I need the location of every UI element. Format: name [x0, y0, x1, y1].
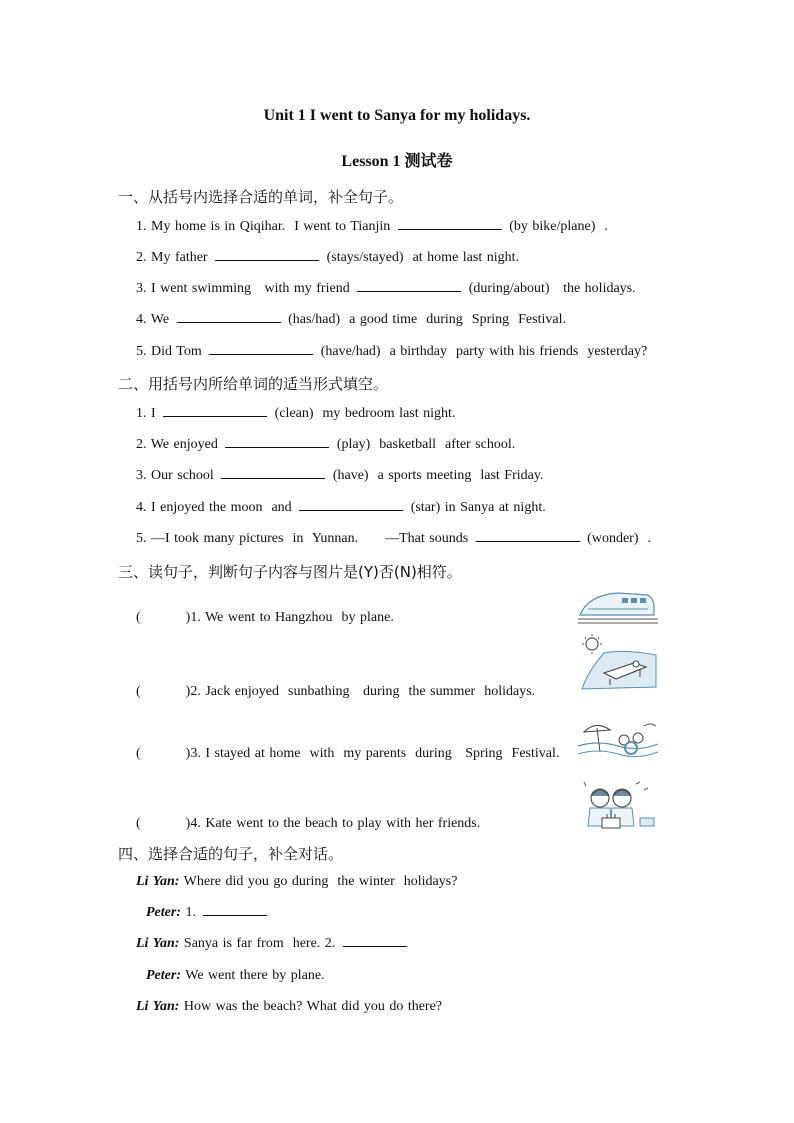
- sunbathing-icon: [580, 633, 658, 693]
- answer-blank[interactable]: [398, 228, 502, 230]
- section2-question-2: 2. We enjoyed (play) basketball after school.: [136, 437, 516, 452]
- unit-title: Unit 1 I went to Sanya for my holidays.: [263, 107, 531, 124]
- answer-paren[interactable]: ( ): [136, 610, 191, 625]
- answer-paren[interactable]: ( ): [136, 816, 191, 831]
- section2-question-5: 5. —I took many pictures in Yunnan. —That sounds (wonder) .: [136, 531, 651, 546]
- dialogue-line-5: Li Yan: How was the beach? What did you do there?: [136, 999, 443, 1014]
- section3-question-4: ( )4. Kate went to the beach to play with her friends.: [136, 816, 481, 831]
- section2-heading: 二、用括号内所给单词的适当形式填空。: [118, 375, 389, 393]
- lesson-title: Lesson 1 测试卷: [341, 153, 453, 170]
- answer-blank[interactable]: [209, 353, 313, 355]
- answer-blank[interactable]: [203, 914, 267, 916]
- answer-blank[interactable]: [225, 446, 329, 448]
- answer-blank[interactable]: [476, 540, 580, 542]
- section1-heading: 一、从括号内选择合适的单词，补全句子。: [118, 188, 404, 206]
- answer-blank[interactable]: [343, 945, 407, 947]
- section3-question-3: ( )3. I stayed at home with my parents during Spring Festival.: [136, 746, 560, 761]
- section1-question-1: 1. My home is in Qiqihar. I went to Tianjin (by bike/plane) .: [136, 219, 608, 234]
- section1-question-3: 3. I went swimming with my friend (during/about) the holidays.: [136, 281, 636, 296]
- section2-question-3: 3. Our school (have) a sports meeting last Friday.: [136, 468, 544, 483]
- answer-blank[interactable]: [357, 290, 461, 292]
- section2-question-1: 1. I (clean) my bedroom last night.: [136, 406, 456, 421]
- dialogue-line-3: Li Yan: Sanya is far from here. 2.: [136, 936, 410, 952]
- answer-blank[interactable]: [299, 509, 403, 511]
- dialogue-line-4: Peter: We went there by plane.: [146, 968, 325, 983]
- train-icon: [578, 585, 658, 625]
- section1-question-2: 2. My father (stays/stayed) at home last night.: [136, 250, 520, 265]
- section1-question-4: 4. We (has/had) a good time during Spring Festival.: [136, 312, 566, 327]
- section2-question-4: 4. I enjoyed the moon and (star) in Sanya at night.: [136, 500, 546, 515]
- answer-blank[interactable]: [215, 259, 319, 261]
- answer-blank[interactable]: [221, 477, 325, 479]
- section4-heading: 四、选择合适的句子，补全对话。: [118, 845, 344, 863]
- section3-heading: 三、读句子，判断句子内容与图片是(Y)否(N)相符。: [118, 563, 462, 581]
- beach-icon: [578, 718, 658, 762]
- answer-paren[interactable]: ( ): [136, 684, 191, 699]
- section3-question-2: ( )2. Jack enjoyed sunbathing during the summer holidays.: [136, 684, 536, 699]
- section1-question-5: 5. Did Tom (have/had) a birthday party with his friends yesterday?: [136, 344, 648, 359]
- dialogue-line-2: Peter: 1.: [146, 905, 270, 921]
- birthday-icon: [580, 778, 658, 832]
- answer-blank[interactable]: [163, 415, 267, 417]
- section3-question-1: ( )1. We went to Hangzhou by plane.: [136, 610, 394, 625]
- answer-blank[interactable]: [177, 321, 281, 323]
- answer-paren[interactable]: ( ): [136, 746, 191, 761]
- dialogue-line-1: Li Yan: Where did you go during the winter holidays?: [136, 874, 458, 889]
